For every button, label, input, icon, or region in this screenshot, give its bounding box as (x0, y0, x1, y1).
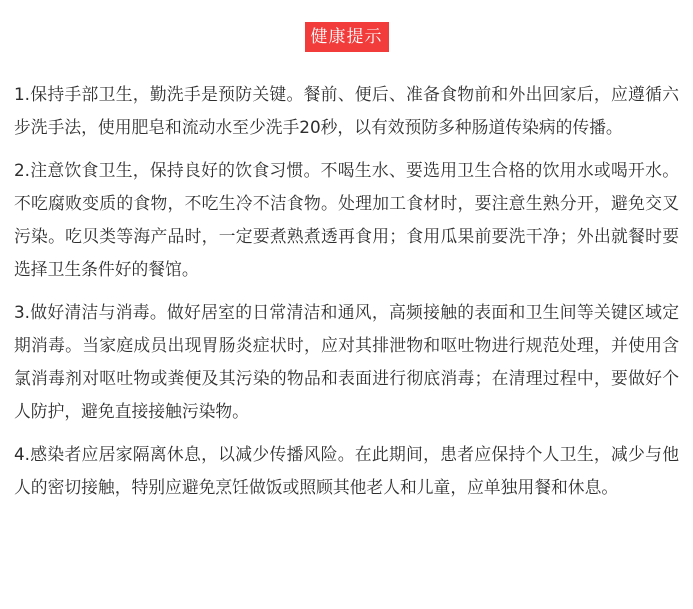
tip-paragraph-4: 4.感染者应居家隔离休息，以减少传播风险。在此期间，患者应保持个人卫生，减少与他人的密切接触，特别应避免烹饪做饭或照顾其他老人和儿童，应单独用餐和休息。 (14, 444, 679, 497)
tip-paragraph-2: 2.注意饮食卫生，保持良好的饮食习惯。不喝生水、要选用卫生合格的饮用水或喝开水。不吃腐败变质的食物，不吃生冷不洁食物。处理加工食材时，要注意生熟分开，避免交叉污染。吃贝类等海产品时，一定要煮熟煮透再食用；食用瓜果前要洗干净；外出就餐时要选择卫生条件好的餐馆。 (14, 160, 679, 279)
tip-paragraph-1: 1.保持手部卫生，勤洗手是预防关键。餐前、便后、准备食物前和外出回家后，应遵循六步洗手法，使用肥皂和流动水至少洗手20秒，以有效预防多种肠道传染病的传播。 (14, 84, 679, 137)
title-area (14, 22, 679, 56)
page-title: 健康提示 (305, 22, 389, 52)
tip-paragraph-3: 3.做好清洁与消毒。做好居室的日常清洁和通风，高频接触的表面和卫生间等关键区域定期消毒。当家庭成员出现胃肠炎症状时，应对其排泄物和呕吐物进行规范处理，并使用含氯消毒剂对呕吐物或粪便及其污染的物品和表面进行彻底消毒；在清理过程中，要做好个人防护，避免直接接触污染物。 (14, 302, 679, 421)
